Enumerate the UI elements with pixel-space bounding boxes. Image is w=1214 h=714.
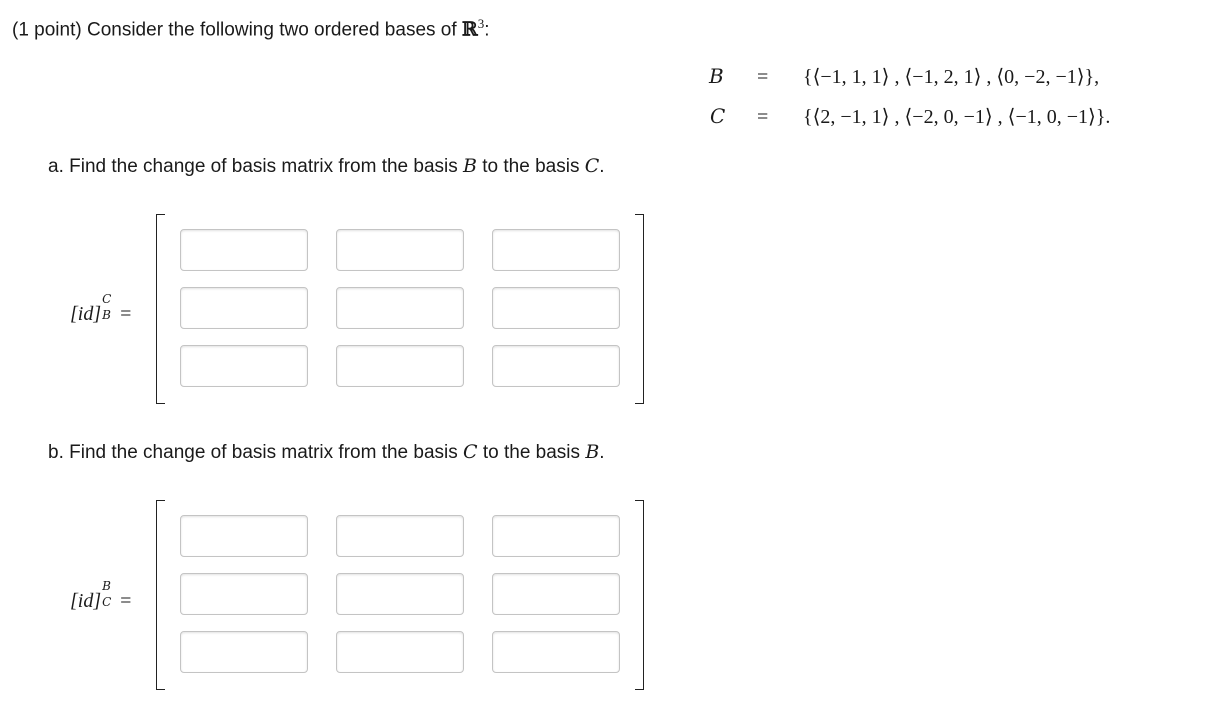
part-a-cell-1-3[interactable] — [492, 229, 620, 271]
part-b-cell-1-1[interactable] — [180, 515, 308, 557]
part-a-text-mid: to the basis — [477, 156, 585, 177]
part-a-cell-2-2[interactable] — [336, 287, 464, 329]
id-bracket: [id] — [70, 590, 102, 612]
part-a-cell-2-3[interactable] — [492, 287, 620, 329]
part-b-superscript: B — [102, 579, 111, 593]
part-b-period: . — [599, 442, 605, 463]
space-exponent: 3 — [477, 16, 485, 31]
part-a-text: a. Find the change of basis matrix from the basis — [48, 156, 464, 177]
part-a-subscript: B — [102, 308, 111, 322]
part-b-cell-2-1[interactable] — [180, 573, 308, 615]
part-b-cell-2-3[interactable] — [492, 573, 620, 615]
part-b-text-mid: to the basis — [477, 442, 586, 463]
part-b-cell-1-2[interactable] — [336, 515, 464, 557]
part-a-to-basis: C — [584, 155, 600, 177]
part-b-cell-3-3[interactable] — [492, 631, 620, 673]
part-a-period: . — [599, 156, 605, 177]
part-b-equals: = — [120, 590, 132, 612]
part-b-cell-2-2[interactable] — [336, 573, 464, 615]
part-a-cell-3-2[interactable] — [336, 345, 464, 387]
part-a-superscript: C — [102, 292, 112, 306]
intro-suffix: : — [484, 19, 490, 41]
part-a-cell-1-2[interactable] — [336, 229, 464, 271]
part-a-cell-1-1[interactable] — [180, 229, 308, 271]
intro-prefix: (1 point) Consider the following two ordered bases of — [12, 19, 462, 41]
part-b-question — [48, 441, 605, 464]
id-bracket: [id] — [70, 303, 102, 325]
problem-intro — [12, 16, 490, 41]
part-a-matrix-label — [70, 292, 132, 326]
part-a-cell-3-1[interactable] — [180, 345, 308, 387]
part-a-left-bracket — [156, 214, 165, 404]
part-b-cell-1-3[interactable] — [492, 515, 620, 557]
part-b-subscript: C — [102, 595, 112, 609]
basis-c-value: {⟨2, −1, 1⟩ , ⟨−2, 0, −1⟩ , ⟨−1, 0, −1⟩}. — [803, 106, 1111, 128]
part-a-question — [48, 155, 605, 178]
part-a-right-bracket — [635, 214, 644, 404]
real-space-symbol: ℝ — [461, 18, 478, 41]
basis-c-equals: = — [757, 106, 769, 128]
part-b-cell-3-2[interactable] — [336, 631, 464, 673]
basis-b-value: {⟨−1, 1, 1⟩ , ⟨−1, 2, 1⟩ , ⟨0, −2, −1⟩}, — [803, 66, 1100, 88]
part-b-text: b. Find the change of basis matrix from the basis — [48, 442, 464, 463]
basis-c-symbol: C — [710, 104, 726, 128]
basis-b-equals: = — [757, 66, 769, 88]
part-b-left-bracket — [156, 500, 165, 690]
part-a-cell-3-3[interactable] — [492, 345, 620, 387]
basis-b-symbol: B — [709, 64, 724, 88]
part-b-cell-3-1[interactable] — [180, 631, 308, 673]
part-b-from-basis: C — [463, 441, 478, 463]
part-a-from-basis: B — [463, 155, 477, 177]
part-b-matrix-label — [70, 579, 132, 613]
part-b-to-basis: B — [585, 441, 600, 463]
part-b-right-bracket — [635, 500, 644, 690]
part-a-equals: = — [120, 303, 132, 325]
part-a-cell-2-1[interactable] — [180, 287, 308, 329]
